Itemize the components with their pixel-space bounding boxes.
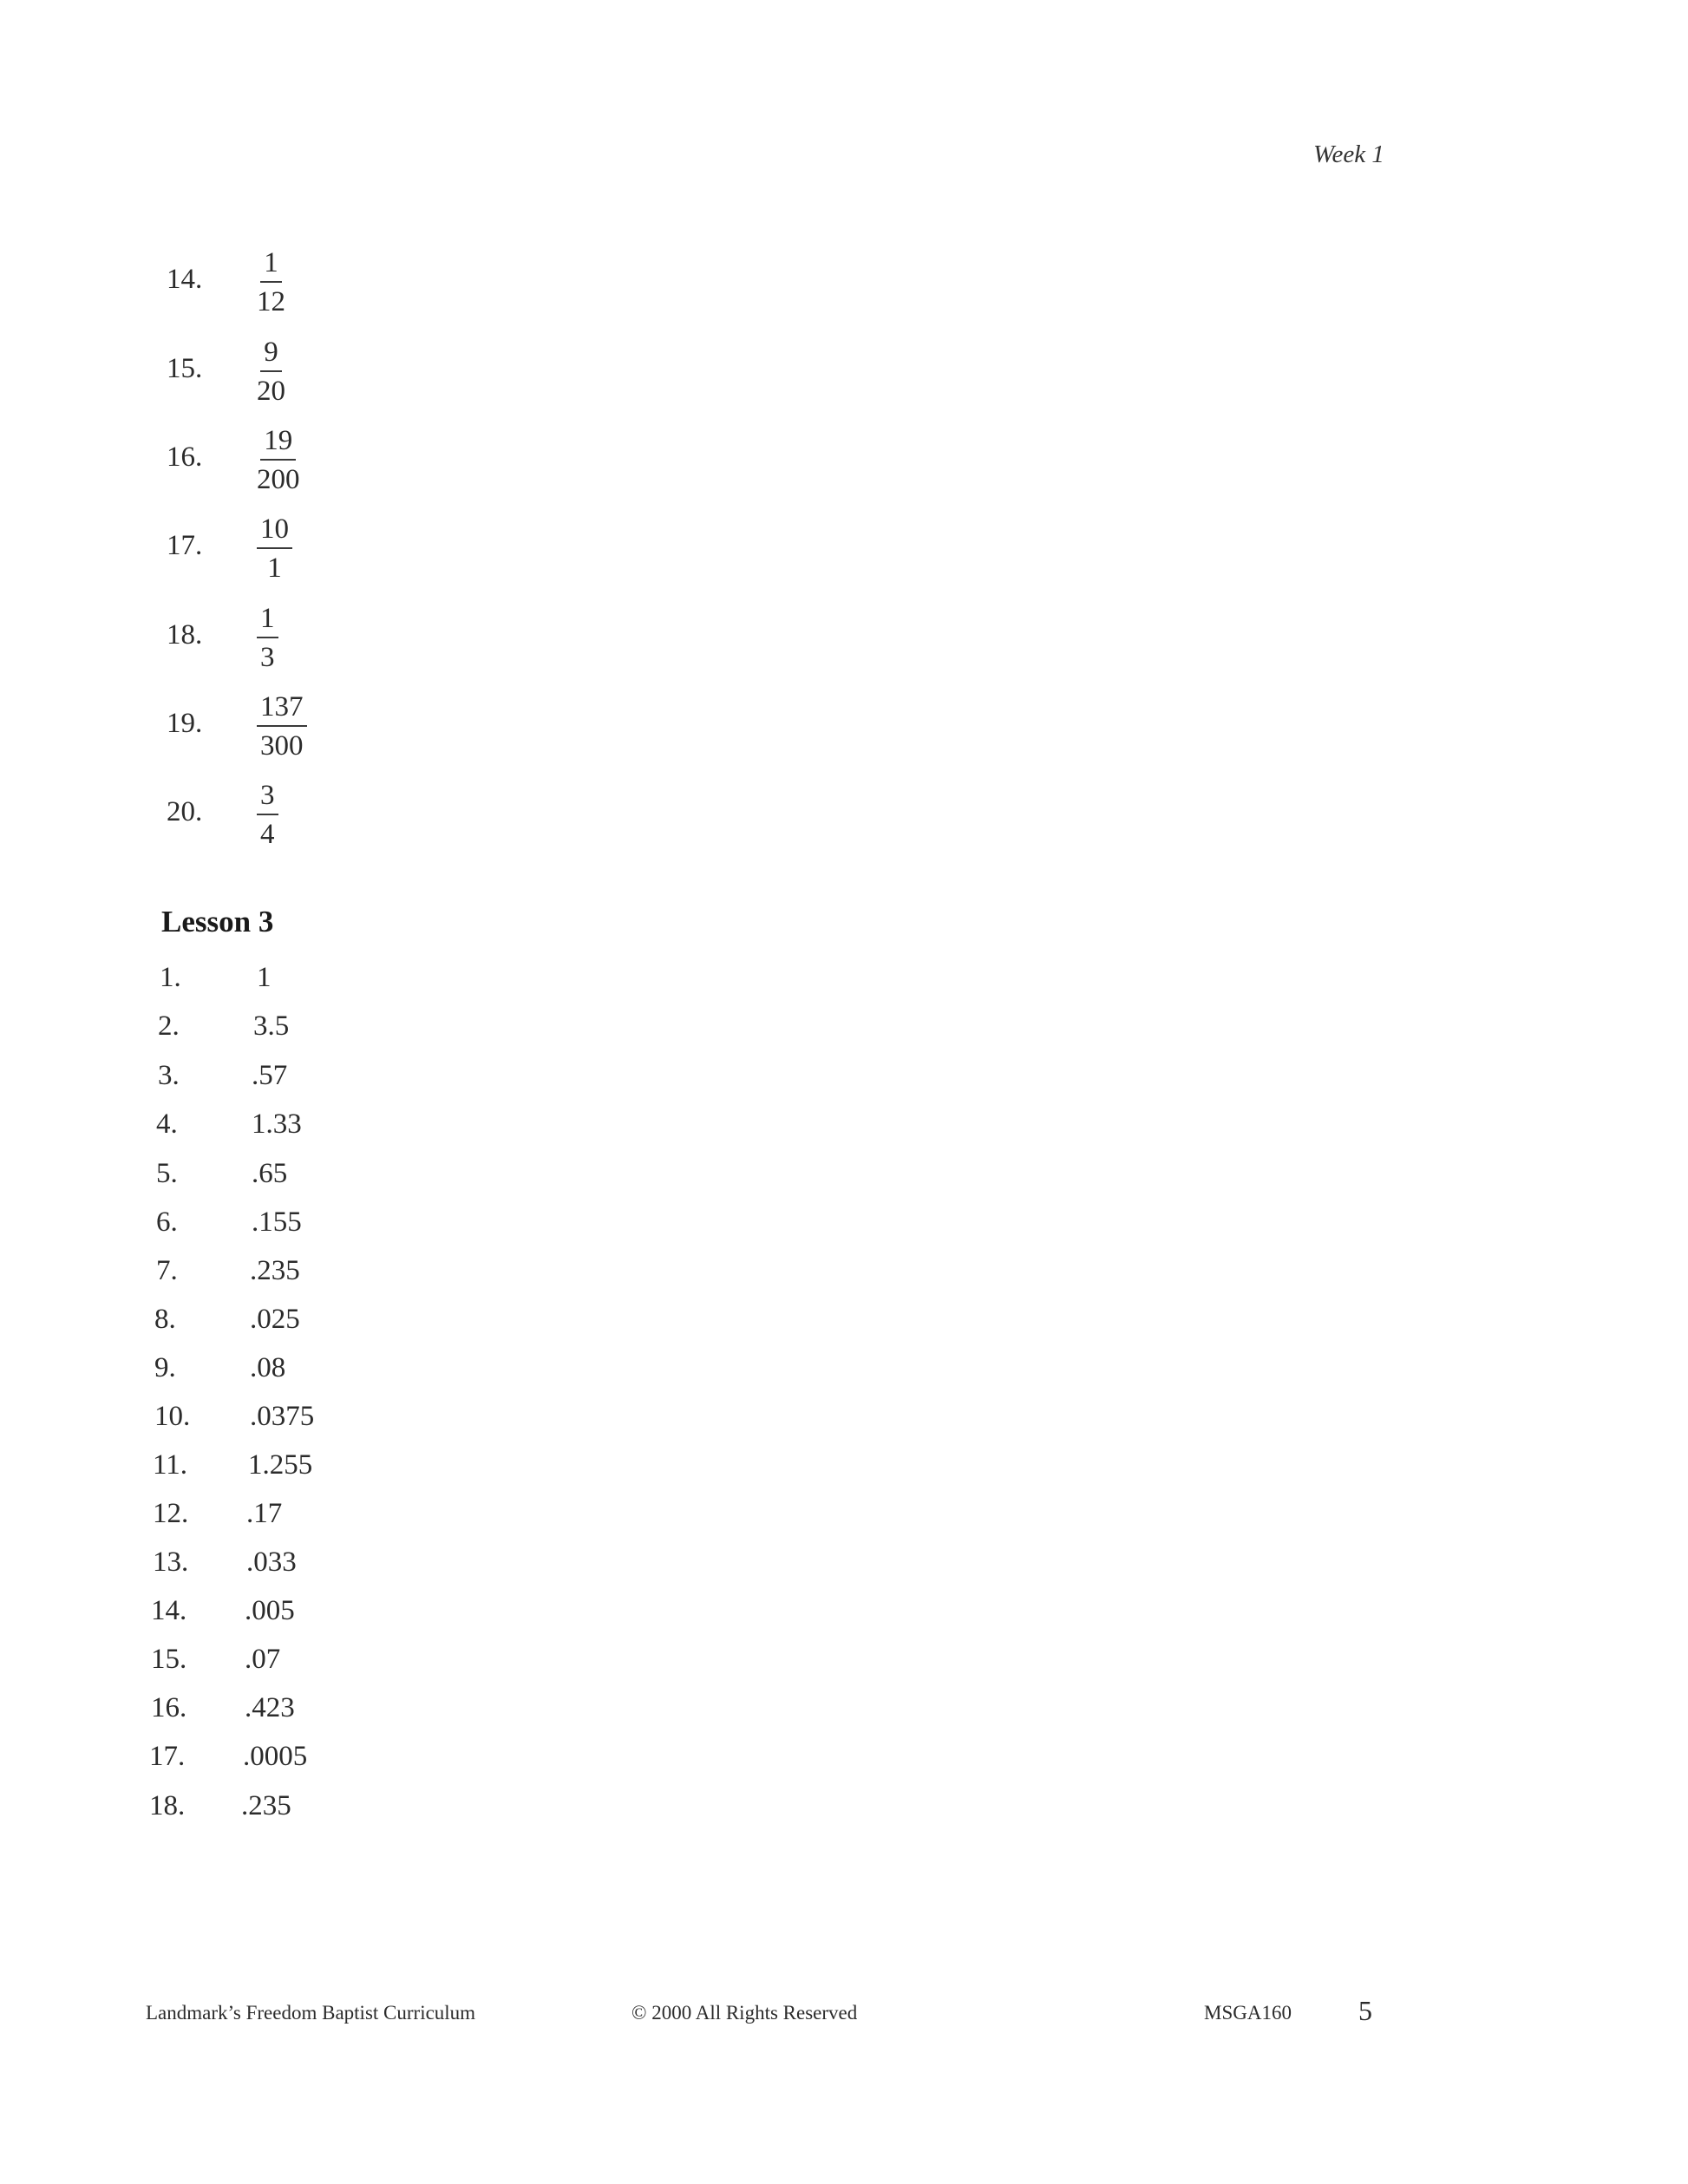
denominator: 1	[267, 553, 282, 584]
answer-number: 4.	[156, 1108, 178, 1140]
answer-number: 15.	[151, 1644, 187, 1675]
answer-number: 1.	[160, 962, 181, 993]
fraction-answer-17	[0, 511, 520, 598]
fraction-answer-16	[0, 422, 520, 509]
numerator: 19	[260, 422, 296, 461]
week-header: Week 1	[1313, 141, 1384, 168]
footer-publisher: Landmark’s Freedom Baptist Curriculum	[146, 2002, 476, 2024]
answer-value: .0005	[243, 1741, 308, 1772]
answer-number: 12.	[153, 1498, 189, 1529]
answer-value: 1.33	[252, 1108, 302, 1140]
answer-number: 5.	[156, 1158, 178, 1189]
answer-number: 7.	[156, 1255, 178, 1286]
decimal-answer-16	[0, 1692, 520, 1734]
fraction	[257, 600, 278, 677]
answer-value: .235	[241, 1790, 291, 1821]
fraction-answer-15	[0, 334, 520, 421]
answer-value: 3.5	[253, 1010, 290, 1042]
fraction	[257, 422, 300, 499]
footer-code: MSGA160	[1204, 2002, 1292, 2024]
decimal-answer-12	[0, 1498, 520, 1540]
answer-number: 9.	[154, 1352, 176, 1383]
decimal-answer-15	[0, 1644, 520, 1685]
answer-number: 20.	[167, 796, 203, 827]
answer-number: 10.	[154, 1401, 191, 1432]
fraction	[257, 689, 307, 765]
answer-number: 2.	[158, 1010, 180, 1042]
denominator: 20	[257, 376, 285, 407]
answer-number: 15.	[167, 353, 203, 384]
answer-number: 8.	[154, 1304, 176, 1335]
denominator: 300	[260, 730, 304, 762]
answer-number: 18.	[167, 619, 203, 651]
numerator: 3	[257, 777, 278, 815]
answer-value: .033	[246, 1546, 297, 1578]
answer-number: 14.	[167, 264, 203, 295]
answer-number: 16.	[151, 1692, 187, 1723]
decimal-answer-17	[0, 1741, 520, 1782]
answer-value: .155	[252, 1206, 302, 1238]
decimal-answer-11	[0, 1449, 520, 1491]
answer-value: .07	[245, 1644, 281, 1675]
decimal-answer-2	[0, 1010, 520, 1052]
answer-number: 17.	[167, 530, 203, 561]
denominator: 12	[257, 286, 285, 317]
answer-number: 14.	[151, 1595, 187, 1626]
answer-value: .57	[252, 1060, 288, 1091]
answer-number: 6.	[156, 1206, 178, 1238]
answer-value: .005	[245, 1595, 295, 1626]
answer-value: .235	[250, 1255, 300, 1286]
answer-value: 1	[257, 962, 272, 993]
decimal-answer-10	[0, 1401, 520, 1442]
lesson-heading: Lesson 3	[161, 905, 274, 938]
answer-value: .423	[245, 1692, 295, 1723]
fraction-answer-18	[0, 600, 520, 687]
decimal-answer-4	[0, 1108, 520, 1150]
fraction	[257, 511, 292, 587]
answer-number: 18.	[149, 1790, 186, 1821]
fraction	[257, 777, 278, 853]
denominator: 3	[260, 642, 275, 673]
denominator: 200	[257, 464, 300, 495]
answer-number: 13.	[153, 1546, 189, 1578]
fraction-answer-14	[0, 245, 520, 331]
answer-value: .17	[246, 1498, 283, 1529]
decimal-answer-9	[0, 1352, 520, 1394]
answer-number: 19.	[167, 708, 203, 739]
decimal-answer-18	[0, 1790, 520, 1832]
decimal-answer-8	[0, 1304, 520, 1345]
decimal-answer-7	[0, 1255, 520, 1297]
decimal-answer-5	[0, 1158, 520, 1200]
numerator: 10	[257, 511, 292, 549]
decimal-answer-13	[0, 1546, 520, 1588]
numerator: 1	[257, 600, 278, 638]
numerator: 9	[260, 334, 282, 372]
answer-number: 16.	[167, 441, 203, 473]
fraction-answer-20	[0, 777, 520, 864]
answer-value: 1.255	[248, 1449, 313, 1481]
page-number: 5	[1358, 1995, 1372, 2026]
answer-value: .65	[252, 1158, 288, 1189]
numerator: 137	[257, 689, 307, 727]
decimal-answer-3	[0, 1060, 520, 1102]
answer-value: .08	[250, 1352, 286, 1383]
fraction-answer-19	[0, 689, 520, 775]
numerator: 1	[260, 245, 282, 283]
decimal-answer-1	[0, 962, 520, 1004]
footer-copyright: © 2000 All Rights Reserved	[631, 2002, 858, 2024]
answer-number: 17.	[149, 1741, 186, 1772]
decimal-answer-6	[0, 1206, 520, 1248]
denominator: 4	[260, 819, 275, 850]
answer-number: 3.	[158, 1060, 180, 1091]
answer-value: .025	[250, 1304, 300, 1335]
answer-value: .0375	[250, 1401, 315, 1432]
answer-number: 11.	[153, 1449, 188, 1481]
fraction	[257, 245, 285, 321]
fraction	[257, 334, 285, 410]
decimal-answer-14	[0, 1595, 520, 1637]
